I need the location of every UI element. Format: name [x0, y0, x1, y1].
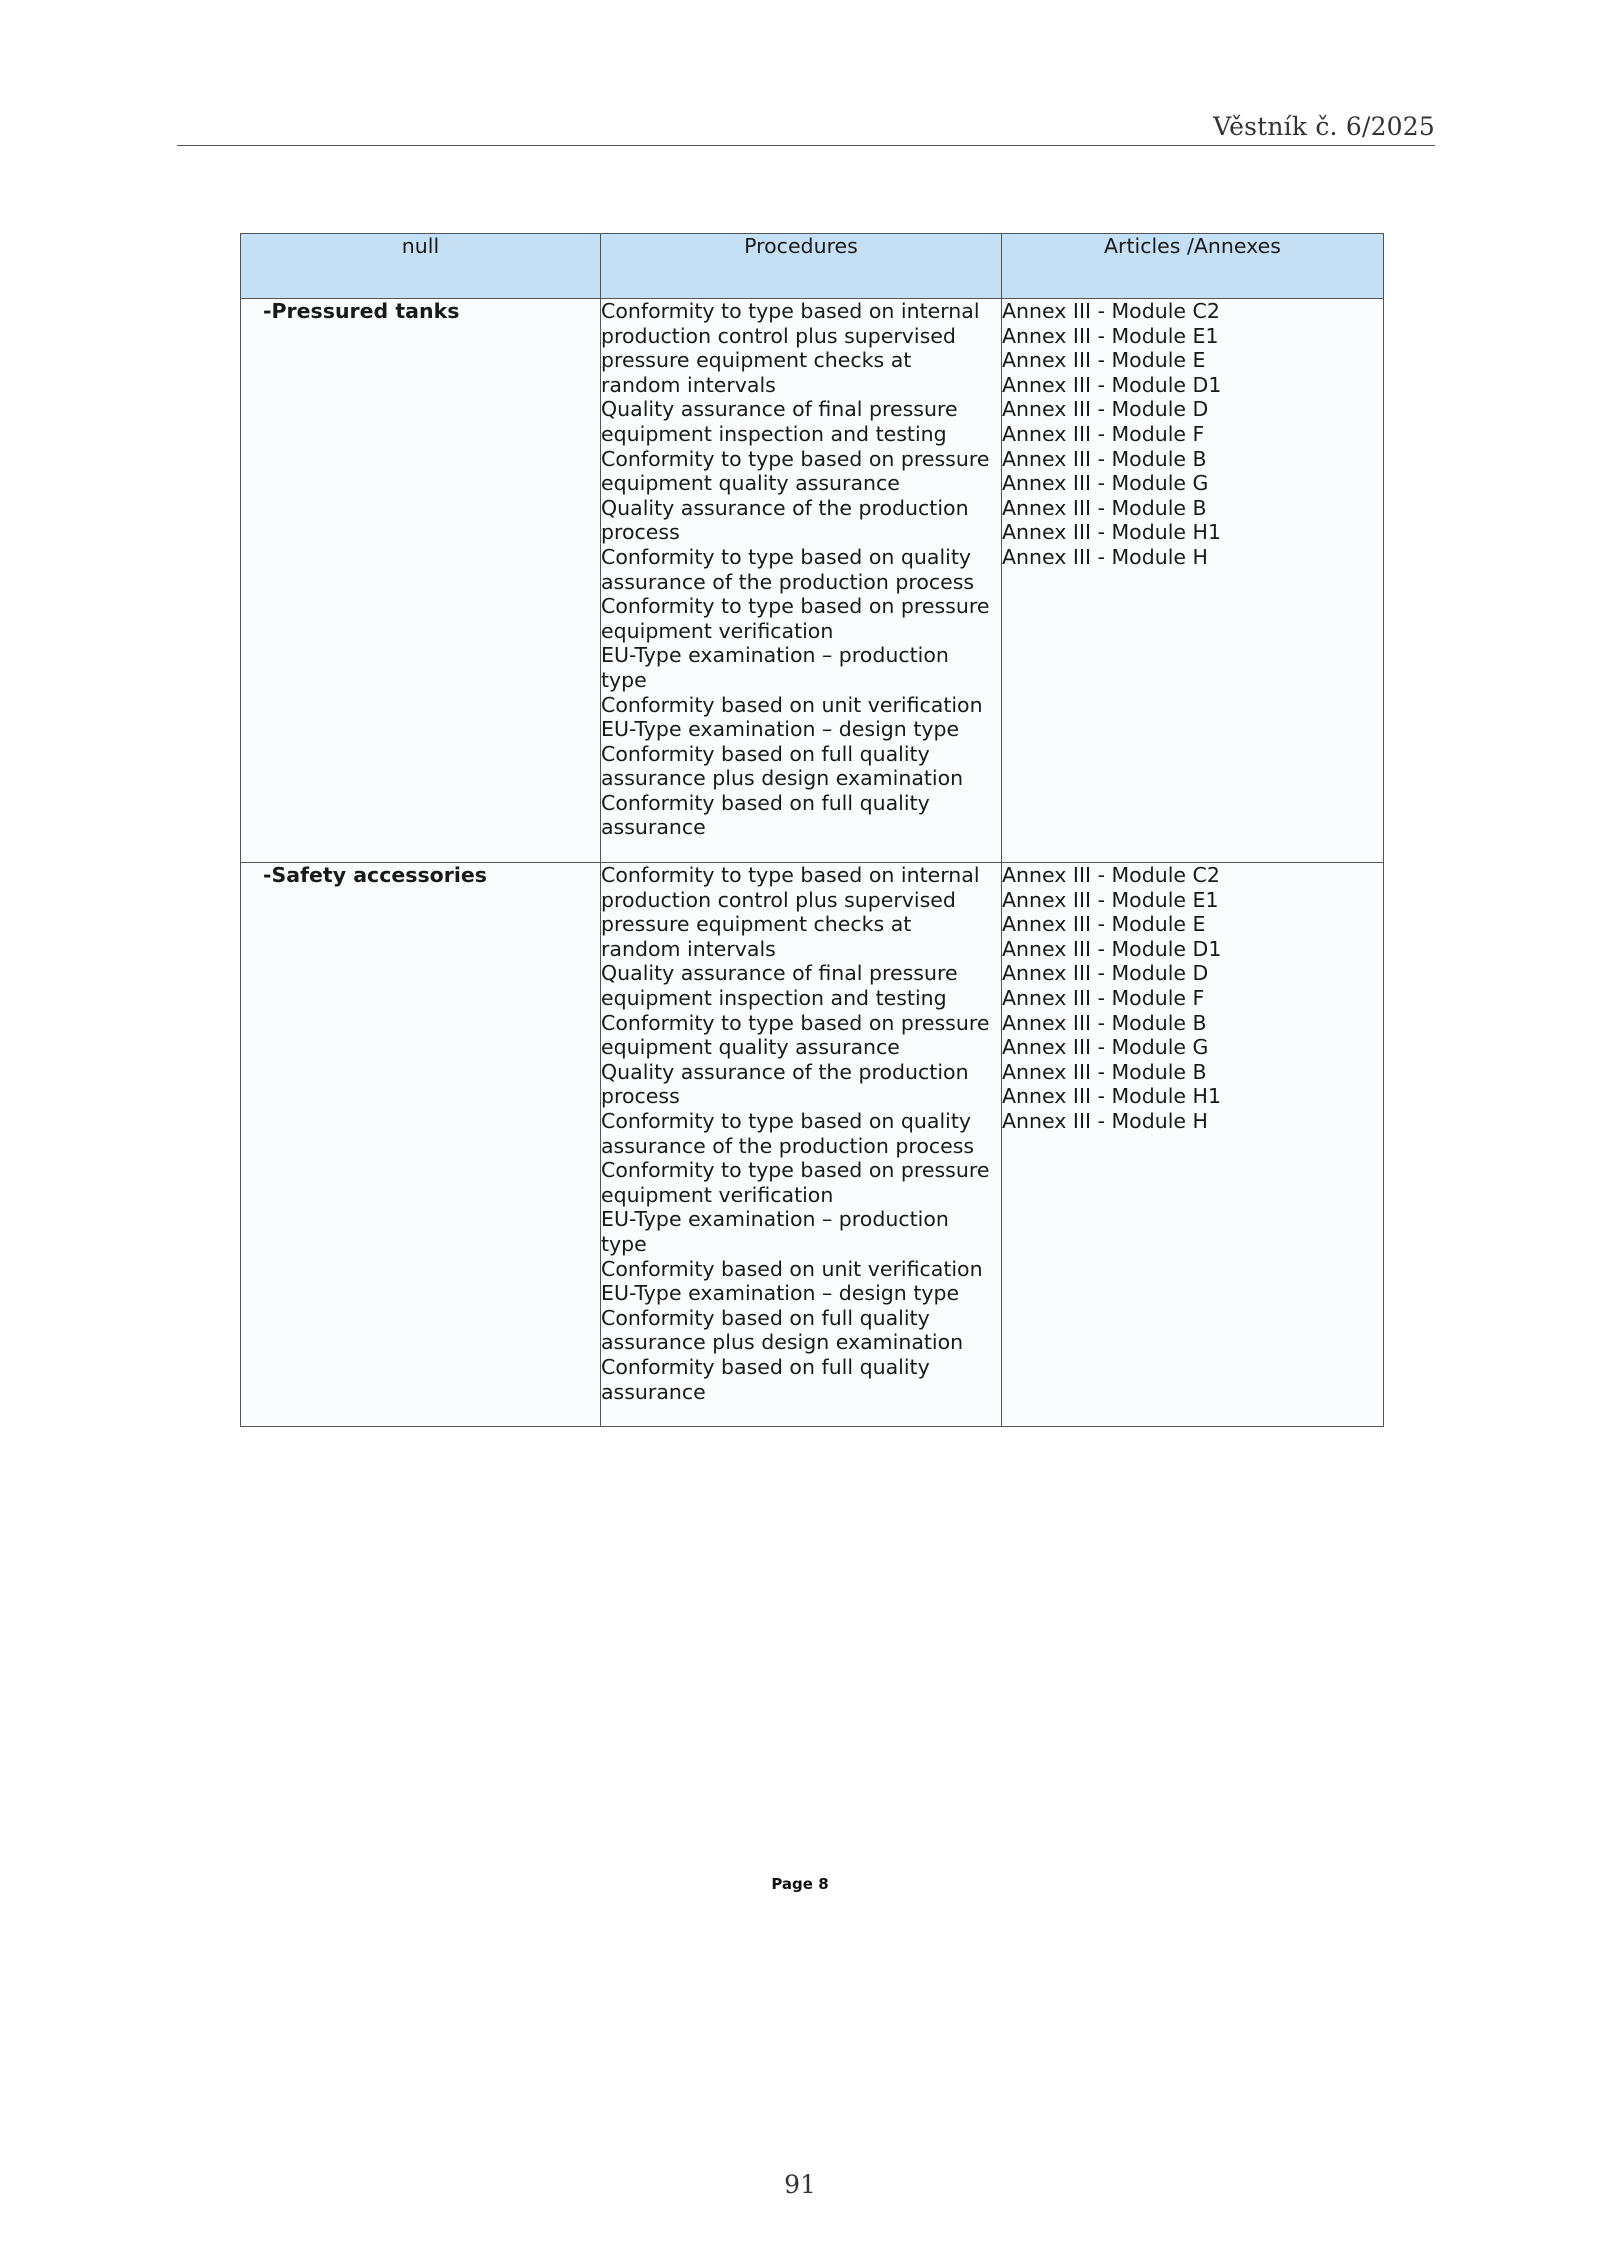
annex-line: Annex III - Module B: [1002, 1059, 1207, 1084]
column-header-label: null: [401, 234, 440, 258]
procedure-line: process: [601, 1084, 680, 1109]
annex-line: Annex III - Module B: [1002, 1010, 1207, 1035]
procedure-line: random intervals: [601, 936, 776, 961]
annex-line: Annex III - Module D: [1002, 961, 1209, 986]
conformity-table: [240, 233, 1384, 1427]
annex-line: Annex III - Module E: [1002, 912, 1206, 937]
procedure-line: assurance: [601, 1379, 706, 1404]
annex-line: Annex III - Module H1: [1002, 1084, 1221, 1109]
page-label: Page 8: [771, 1875, 829, 1893]
procedure-line: assurance of the production process: [601, 569, 975, 594]
procedure-line: Conformity to type based on quality: [601, 1109, 972, 1133]
procedure-line: equipment inspection and testing: [601, 986, 947, 1011]
procedure-line: equipment quality assurance: [601, 471, 900, 496]
annex-line: Annex III - Module F: [1002, 421, 1205, 446]
procedure-line: production control plus supervised: [601, 887, 956, 912]
journal-title: Věstník č. 6/2025: [1213, 112, 1435, 141]
annex-line: Annex III - Module C2: [1002, 299, 1220, 323]
procedures-cell: [601, 863, 1002, 1427]
procedure-line: Conformity to type based on pressure: [601, 1158, 990, 1183]
annex-line: Annex III - Module B: [1002, 495, 1207, 520]
annexes-cell: [1002, 863, 1384, 1427]
table-row: [241, 863, 1384, 1427]
category-label: -Pressured tanks: [263, 299, 460, 323]
column-header-category: [241, 234, 601, 299]
procedure-line: equipment quality assurance: [601, 1035, 900, 1060]
page-number: 91: [784, 2170, 816, 2199]
procedure-line: equipment verification: [601, 618, 834, 643]
procedure-line: assurance of the production process: [601, 1133, 975, 1158]
annex-line: Annex III - Module H: [1002, 544, 1208, 569]
annex-line: Annex III - Module E: [1002, 348, 1206, 373]
procedure-line: EU-Type examination – production: [601, 643, 949, 668]
category-cell: [241, 299, 601, 863]
annex-line: Annex III - Module F: [1002, 986, 1205, 1011]
procedure-line: Conformity to type based on internal: [601, 299, 980, 323]
procedure-line: assurance plus design examination: [601, 766, 964, 791]
annexes-cell: [1002, 299, 1384, 863]
annex-line: Annex III - Module G: [1002, 471, 1209, 496]
column-header-annexes: [1002, 234, 1384, 299]
procedure-line: Conformity to type based on pressure: [601, 1010, 990, 1035]
procedure-line: Conformity based on unit verification: [601, 692, 983, 717]
column-header-label: Articles /Annexes: [1104, 234, 1281, 258]
procedure-line: Conformity based on full quality: [601, 1354, 930, 1379]
procedure-line: Quality assurance of the production: [601, 495, 969, 520]
procedure-line: assurance plus design examination: [601, 1330, 964, 1355]
procedure-line: equipment verification: [601, 1182, 834, 1207]
procedure-line: process: [601, 520, 680, 545]
procedure-line: Conformity to type based on internal: [601, 863, 980, 888]
procedure-line: pressure equipment checks at: [601, 348, 912, 373]
column-header-procedures: [601, 234, 1002, 299]
annex-line: Annex III - Module H: [1002, 1109, 1208, 1133]
annex-line: Annex III - Module H1: [1002, 520, 1221, 545]
table-row: [241, 299, 1384, 863]
procedure-line: Conformity to type based on quality: [601, 544, 972, 569]
annex-line: Annex III - Module D1: [1002, 372, 1222, 397]
column-header-label: Procedures: [744, 234, 858, 258]
procedure-line: production control plus supervised: [601, 323, 956, 348]
annex-line: Annex III - Module B: [1002, 446, 1207, 471]
category-cell: [241, 863, 601, 1427]
procedure-line: Conformity based on full quality: [601, 790, 930, 815]
annex-line: Annex III - Module G: [1002, 1035, 1209, 1060]
procedure-line: Quality assurance of final pressure: [601, 397, 958, 422]
procedure-line: Conformity based on full quality: [601, 1305, 930, 1330]
procedure-line: equipment inspection and testing: [601, 421, 947, 446]
procedure-line: assurance: [601, 815, 706, 840]
procedure-line: pressure equipment checks at: [601, 912, 912, 937]
annex-line: Annex III - Module E1: [1002, 323, 1219, 348]
procedures-cell: [601, 299, 1002, 863]
annex-line: Annex III - Module D1: [1002, 936, 1222, 961]
procedure-line: Conformity based on full quality: [601, 741, 930, 766]
procedure-line: Conformity to type based on pressure: [601, 446, 990, 471]
running-header: [177, 110, 1435, 146]
procedure-line: random intervals: [601, 372, 776, 397]
procedure-line: EU-Type examination – production: [601, 1207, 949, 1232]
procedure-line: Conformity to type based on pressure: [601, 594, 990, 619]
annex-line: Annex III - Module E1: [1002, 887, 1219, 912]
category-label: -Safety accessories: [263, 863, 487, 888]
procedure-line: EU-Type examination – design type: [601, 717, 960, 742]
annex-line: Annex III - Module D: [1002, 397, 1209, 422]
table-header-row: [241, 234, 1384, 299]
annex-line: Annex III - Module C2: [1002, 863, 1220, 888]
procedure-line: Quality assurance of the production: [601, 1059, 969, 1084]
procedure-line: EU-Type examination – design type: [601, 1281, 960, 1306]
procedure-line: Conformity based on unit verification: [601, 1256, 983, 1281]
procedure-line: type: [601, 667, 647, 692]
procedure-line: Quality assurance of final pressure: [601, 961, 958, 986]
procedure-line: type: [601, 1231, 647, 1256]
